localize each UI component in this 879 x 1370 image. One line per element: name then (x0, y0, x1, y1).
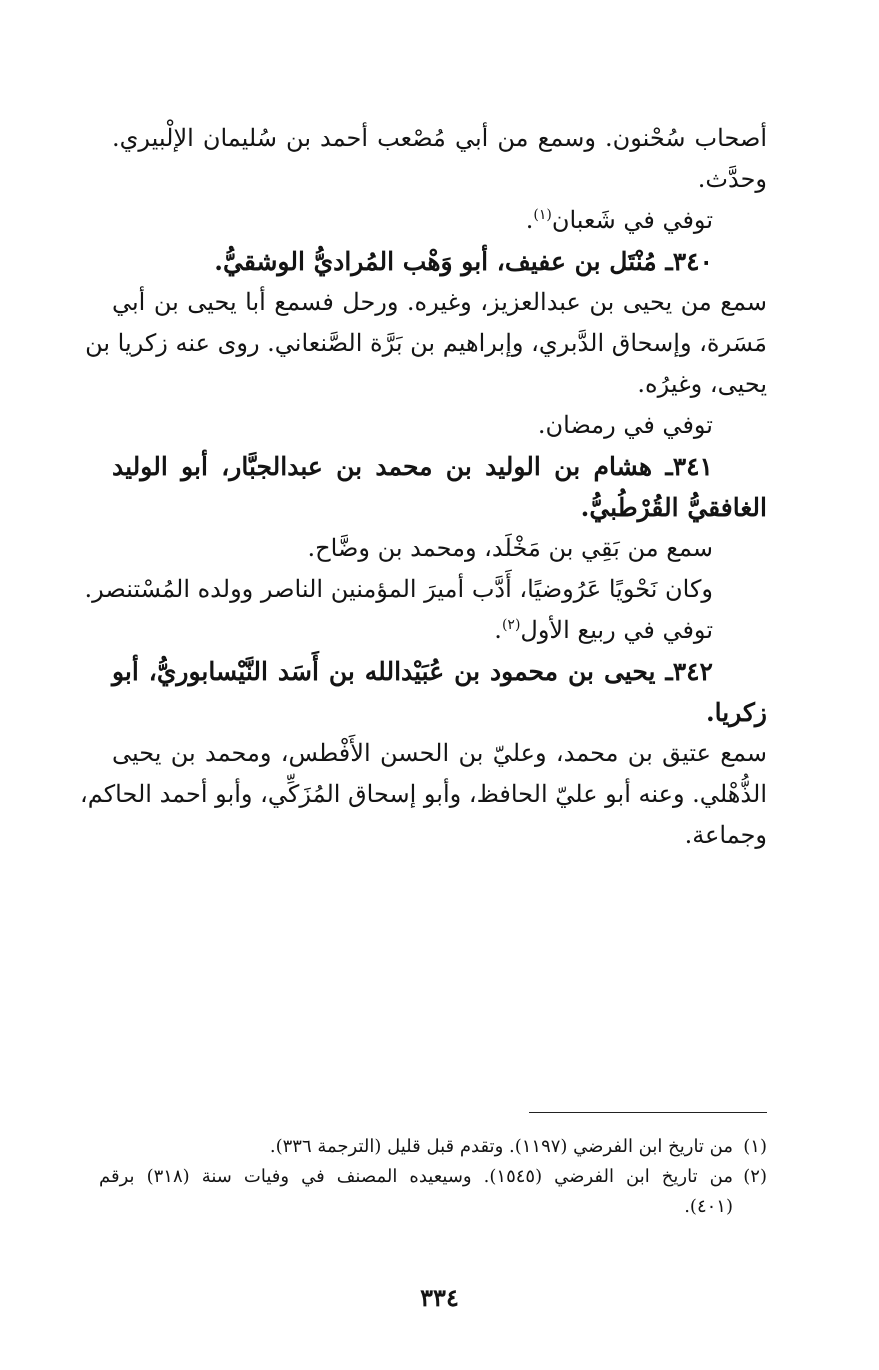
text-line: وجماعة. (684, 821, 767, 849)
death-note (112, 610, 767, 651)
text-line: سمع من يحيى بن عبدالعزيز، وغيره. ورحل فسمع أبا يحيى بن أبي (112, 288, 767, 316)
period: . (494, 616, 502, 644)
footnote-mark: (٢) (501, 617, 521, 633)
footnote-divider (529, 1112, 767, 1113)
text-line: الذُّهْلي. وعنه أبو عليّ الحافظ، وأبو إسحاق المُزَكِّي، وأبو أحمد الحاكم، (80, 780, 767, 808)
footnote-line: (٤٠١). (684, 1196, 733, 1217)
footnote-line: من تاريخ ابن الفرضي (١١٩٧). وتقدم قبل قليل (الترجمة ٣٣٦). (269, 1136, 733, 1157)
footnotes (99, 1132, 767, 1222)
period: . (525, 206, 534, 234)
death-note: توفي في رمضان. (537, 411, 713, 439)
main-text (80, 118, 767, 856)
footnote-2 (99, 1162, 767, 1222)
footnote-number: (٢) (743, 1166, 767, 1187)
text-line: سمع عتيق بن محمد، وعليّ بن الحسن الأَفْطس، ومحمد بن يحيى (112, 739, 767, 767)
text-line: وكان نَحْويًا عَرُوضيًا، أَدَّب أميرَ المؤمنين الناصر وولده المُسْتنصر. (84, 575, 713, 603)
entry-heading-341-cont: الغافقيُّ القُرْطُبيُّ. (580, 493, 767, 522)
text-line: وحدَّث. (697, 165, 767, 193)
entry-heading-342-cont: زكريا. (705, 698, 767, 727)
footnote-line: من تاريخ ابن الفرضي (١٥٤٥). وسيعيده المصنف في وفيات سنة (٣١٨) برقم (99, 1166, 733, 1187)
text-line: سمع من بَقِي بن مَخْلَد، ومحمد بن وضَّاح. (307, 534, 713, 562)
page-number: ٣٣٤ (420, 1283, 459, 1312)
footnote-1 (99, 1132, 767, 1162)
text-line: يحيى، وغيرُه. (637, 370, 767, 398)
text-line: توفي في شَعبان (551, 206, 713, 234)
footnote-mark: (١) (533, 207, 552, 223)
text-line: مَسَرة، وإسحاق الدَّبري، وإبراهيم بن بَرَّة الصَّنعاني. روى عنه زكريا بن (85, 329, 767, 357)
entry-heading-342: ٣٤٢ـ يحيى بن محمود بن عُبَيْدالله بن أَسَد النَّيْسابوريُّ، أبو (112, 657, 713, 686)
footnote-text (99, 1132, 733, 1162)
entry-heading-340: ٣٤٠ـ مُنْتَل بن عفيف، أبو وَهْب المُراديُّ الوشقيُّ. (214, 247, 713, 276)
entry-heading-341: ٣٤١ـ هشام بن الوليد بن محمد بن عبدالجبَّار، أبو الوليد (112, 452, 713, 481)
death-note (112, 200, 767, 241)
text-line: توفي في ربيع الأول (520, 616, 713, 644)
footnote-number: (١) (743, 1136, 767, 1157)
footnote-text (99, 1162, 733, 1222)
text-line: أصحاب سُحْنون. وسمع من أبي مُصْعب أحمد بن سُليمان الإلْبيري. (112, 124, 767, 152)
